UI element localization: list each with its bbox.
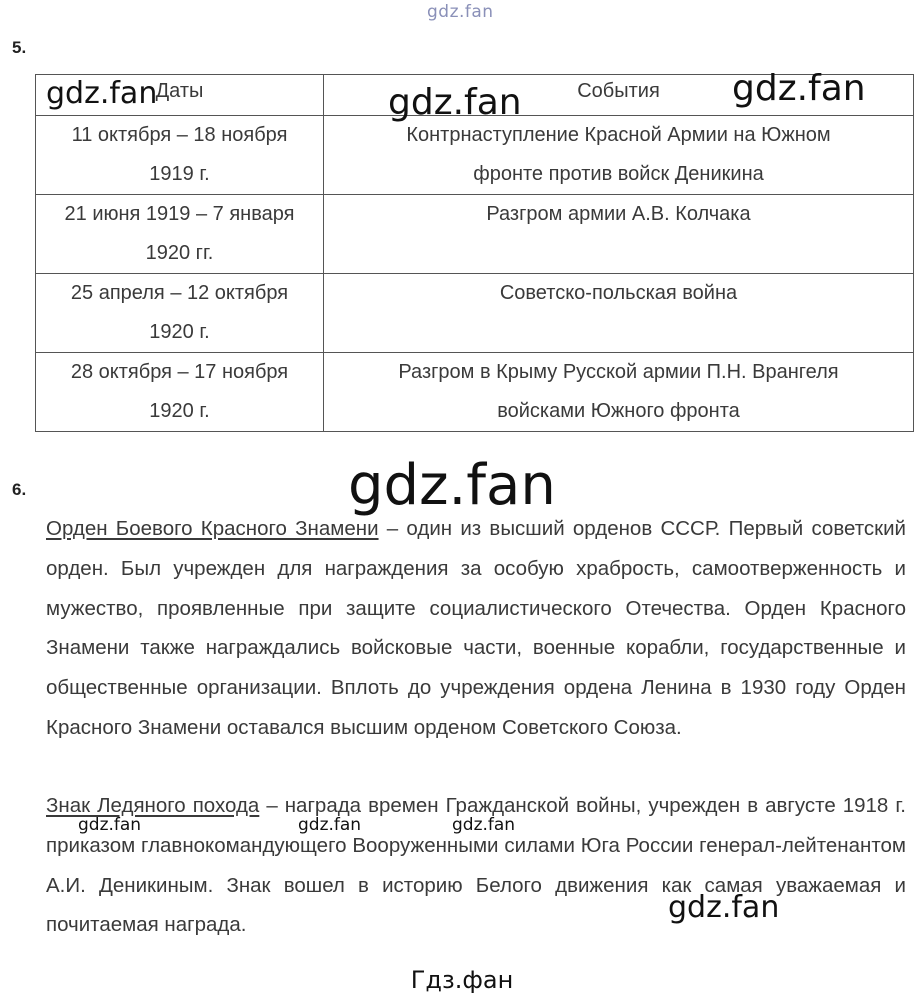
task-6-number: 6. [12,480,27,499]
header-dates: Даты [36,75,324,116]
event-cell [324,195,914,274]
table-row [36,116,914,195]
watermark: gdz.fan [668,890,780,925]
date-cell [36,274,324,353]
date-line-1: 11 октября – 18 ноября [71,124,288,146]
watermark: gdz.fan [452,815,516,835]
term-red-banner-order: Орден Боевого Красного Знамени [46,517,379,540]
site-watermark-top: gdz.fan [427,2,494,22]
event-line-2: войсками Южного фронта [497,400,740,422]
date-cell [36,116,324,195]
watermark: gdz.fan [388,82,522,123]
date-line-2: 1919 г. [149,163,210,185]
date-line-1: 28 октября – 17 ноября [70,361,289,383]
watermark: gdz.fan [298,815,362,835]
date-line-2: 1920 гг. [145,242,214,264]
event-cell [324,353,914,432]
table-row [36,353,914,432]
event-line-1: Контрнаступление Красной Армии на Южном [406,124,831,146]
paragraph-red-banner-order [46,509,906,748]
watermark: gdz.fan [78,815,142,835]
watermark: gdz.fan [46,76,158,111]
date-cell [36,353,324,432]
date-line-1: 25 апреля – 12 октября [70,282,289,304]
date-line-2: 1920 г. [149,400,210,422]
watermark: gdz.fan [348,453,556,518]
event-line-1: Советско-польская война [499,282,738,304]
footer-watermark: Гдз.фан [410,966,514,994]
table-row [36,195,914,274]
event-line-1: Разгром армии А.В. Колчака [486,203,751,225]
date-cell [36,195,324,274]
watermark: gdz.fan [732,68,866,109]
date-line-2: 1920 г. [149,321,210,343]
date-line-1: 21 июня 1919 – 7 января [64,203,295,225]
event-line-2: фронте против войск Деникина [473,163,764,185]
task-5-number: 5. [12,38,27,57]
header-events: События [324,75,914,116]
event-cell [324,116,914,195]
term-ice-march-badge: Знак Ледяного похода [46,794,260,817]
events-table [35,74,914,432]
paragraph-text: – один из высший орденов СССР. Первый советский орден. Был учрежден для награждения за особую храбрость, самоотверженность и мужество, проявленные при защите социалистического Отечества. Орден Красного Знамени также награждались войсковые части, военные корабли, государственные и общественные организации. Вплоть до учреждения ордена Ленина в 1930 году Орден Красного Знамени оставался высшим орденом Советского Союза. [46,517,906,739]
paragraph-text: – награда времен Гражданской войны, учрежден в августе 1918 г. приказом главнокомандующего Вооруженными силами Юга России генерал-лейтенантом А.И. Деникиным. Знак вошел в историю Белого движения как самая уважаемая и почитаемая награда. [46,794,907,937]
table-row [36,274,914,353]
event-line-1: Разгром в Крыму Русской армии П.Н. Врангеля [398,361,839,383]
event-cell [324,274,914,353]
